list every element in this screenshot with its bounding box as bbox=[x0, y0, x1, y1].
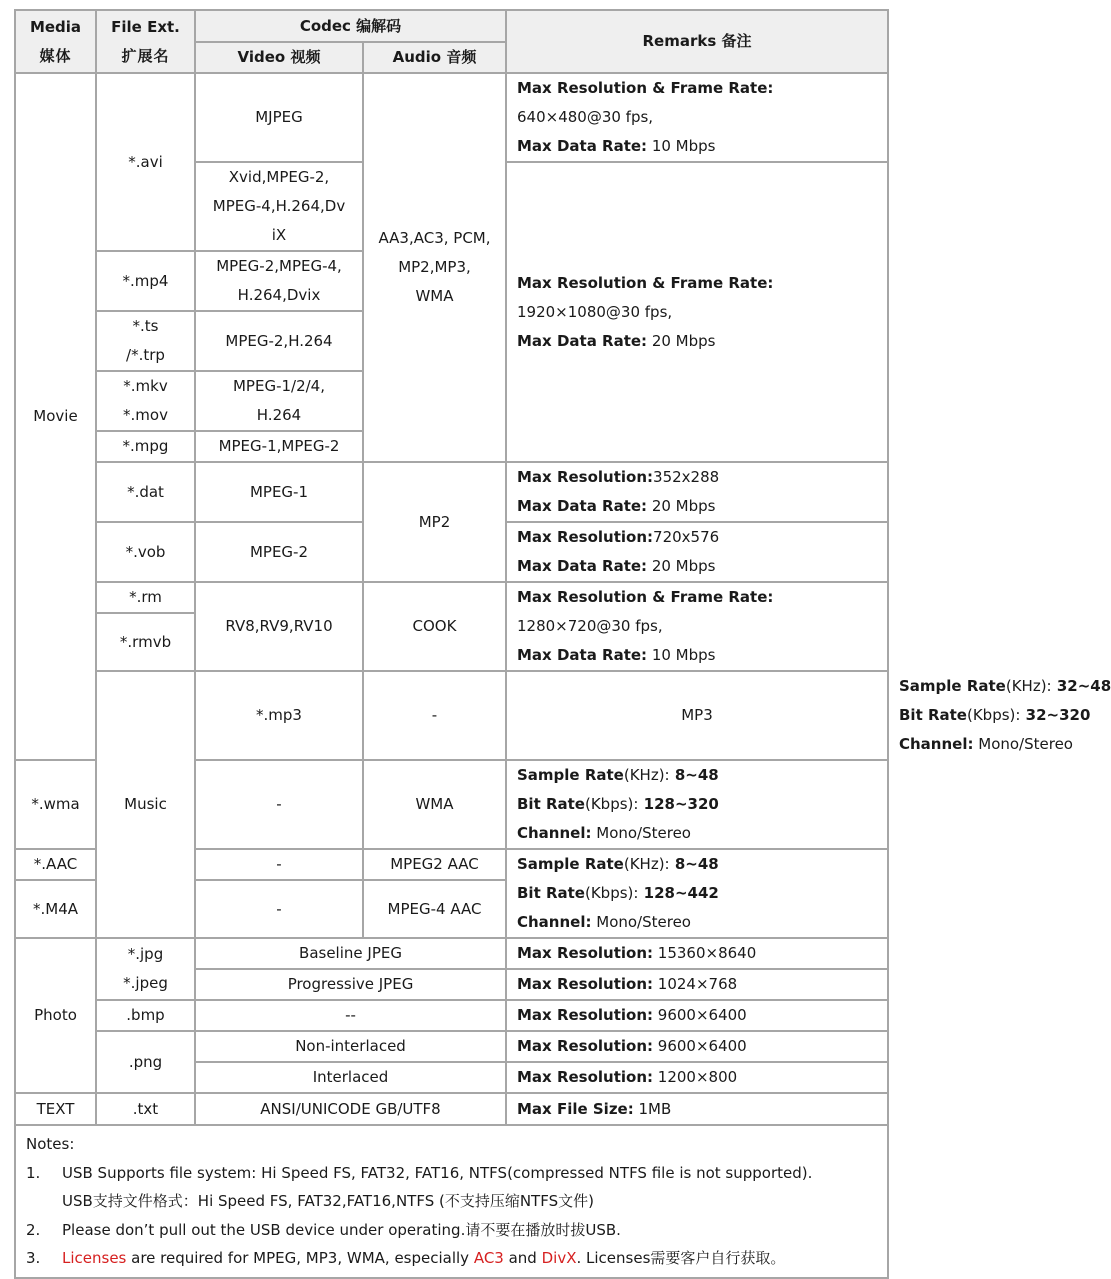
video-vob: MPEG-2 bbox=[195, 522, 363, 582]
remarks-rm: Max Resolution & Frame Rate: 1280×720@30 fps, Max Data Rate: 10 Mbps bbox=[506, 582, 888, 671]
remarks-jpg-baseline: Max Resolution: 15360×8640 bbox=[506, 938, 888, 969]
video-mp3: - bbox=[363, 671, 506, 760]
audio-wma: WMA bbox=[363, 760, 506, 849]
ext-png: .png bbox=[96, 1031, 195, 1093]
media-format-table: Media 媒体 File Ext. 扩展名 Codec 编解码 Remarks 备注 Video 视频 Audio 音频 Movie *.avi MJPEG AA3,AC3, PCM, MP2,MP3, WMA Max Resolution & Frame Rate: 640×480@30 fps, Max Data Rate: 10 Mbps Xvid,MPEG-2, MPEG-4,H.264,Dv iX Max Resolution & Frame Rate: 1920×1080@30 fps, Max Data Rate: 20 Mbps *.mp4 MPEG-2,MPEG-4, H.264,Dvix *.ts /*.trp MPEG-2,H.264 *.mkv *.mov MPEG-1/2/4, H.264 *.mpg MPEG-1,MPEG-2 *.dat MPEG-1 MP2 Max Resolution:352x288 Max Data Rate: 20 Mbps *.vob MPEG-2 Max Resolution:720x576 Max Data Rate: 20 Mbps *.rm RV8,RV9,RV10 COOK Max Resolution & Frame Rate: 1280×720@30 fps, Max Data Rate: 10 Mbps *.rmvb Music *.mp3 - MP3 Sample Rate(KHz): 32~48 Bit Rate(Kbps): 32~320 Channel: Mono/Stereo *.wma - WMA Sample Rate(KHz): 8~48 Bit Rate(Kbps): 128~320 Channel: Mono/Stereo *.AAC - MPEG2 AAC Sample Rate(KHz): 8~48 Bit Rate(Kbps): 128~442 Channel: Mono/Stereo *.M4A - MPEG-4 AAC Photo *.jpg *.jpeg Baseline JPEG Max Resolution: 15360×8640 Progressive JPEG Max Resolution: 1024×768 .bmp -- Max Resolution: 9600×6400 .png Non-interlaced Max Resolution: 9600×6400 Interlaced Max Resolution: 1200×800 TEXT .txt ANSI/UNICODE GB/UTF8 Max File Size: 1MB Notes: 1. USB Supports file system: Hi Speed FS, FAT32, FAT16, NTFS(compressed NTFS file is not supported). USB支持文件格式：Hi Speed FS, FAT32,FAT16,NTFS (不支持压缩NTFS文件) 2. Please don’t pull out the USB device under operating.请不要在播放时拔USB. 3. Licenses are required for MPEG, MP3, WMA, especially AC3 and DivX. Licenses需要客户自行获取。 bbox=[14, 9, 889, 1279]
media-music: Music bbox=[96, 671, 195, 938]
codec-png-interlaced: Interlaced bbox=[195, 1062, 506, 1093]
notes-section bbox=[15, 1125, 888, 1278]
codec-baseline-jpeg: Baseline JPEG bbox=[195, 938, 506, 969]
video-wma: - bbox=[195, 760, 363, 849]
audio-aac: MPEG2 AAC bbox=[363, 849, 506, 880]
video-rm: RV8,RV9,RV10 bbox=[195, 582, 363, 671]
ext-mp3: *.mp3 bbox=[195, 671, 363, 760]
note-1: 1. USB Supports file system: Hi Speed FS, FAT32, FAT16, NTFS(compressed NTFS file is not supported). bbox=[26, 1163, 813, 1182]
audio-movie: AA3,AC3, PCM, MP2,MP3, WMA bbox=[363, 73, 506, 462]
remarks-aac: Sample Rate(KHz): 8~48 Bit Rate(Kbps): 128~442 Channel: Mono/Stereo bbox=[506, 849, 888, 938]
audio-mp2: MP2 bbox=[363, 462, 506, 582]
ext-dat: *.dat bbox=[96, 462, 195, 522]
video-xvid: Xvid,MPEG-2, MPEG-4,H.264,Dv iX bbox=[195, 162, 363, 251]
notes-title: Notes: bbox=[26, 1135, 75, 1153]
video-mkv: MPEG-1/2/4, H.264 bbox=[195, 371, 363, 431]
audio-cook: COOK bbox=[363, 582, 506, 671]
remarks-vob: Max Resolution:720x576 Max Data Rate: 20 Mbps bbox=[506, 522, 888, 582]
remarks-jpg-progressive: Max Resolution: 1024×768 bbox=[506, 969, 888, 1000]
remarks-png-noninterlaced: Max Resolution: 9600×6400 bbox=[506, 1031, 888, 1062]
ext-jpg: *.jpg *.jpeg bbox=[96, 938, 195, 1000]
ext-avi: *.avi bbox=[96, 73, 195, 251]
header-file-ext: File Ext. 扩展名 bbox=[96, 10, 195, 73]
video-mp4: MPEG-2,MPEG-4, H.264,Dvix bbox=[195, 251, 363, 311]
remarks-wma: Sample Rate(KHz): 8~48 Bit Rate(Kbps): 128~320 Channel: Mono/Stereo bbox=[506, 760, 888, 849]
note-2: 2. Please don’t pull out the USB device under operating.请不要在播放时拔USB. bbox=[26, 1220, 621, 1239]
ext-m4a: *.M4A bbox=[15, 880, 96, 938]
ext-txt: .txt bbox=[96, 1093, 195, 1125]
audio-m4a: MPEG-4 AAC bbox=[363, 880, 506, 938]
media-text: TEXT bbox=[15, 1093, 96, 1125]
video-ts: MPEG-2,H.264 bbox=[195, 311, 363, 371]
ext-mkv: *.mkv *.mov bbox=[96, 371, 195, 431]
codec-png-noninterlaced: Non-interlaced bbox=[195, 1031, 506, 1062]
ext-vob: *.vob bbox=[96, 522, 195, 582]
ext-rmvb: *.rmvb bbox=[96, 613, 195, 671]
header-codec: Codec 编解码 bbox=[195, 10, 506, 42]
header-media: Media 媒体 bbox=[15, 10, 96, 73]
media-photo: Photo bbox=[15, 938, 96, 1093]
media-movie: Movie bbox=[15, 73, 96, 760]
codec-txt: ANSI/UNICODE GB/UTF8 bbox=[195, 1093, 506, 1125]
ext-wma: *.wma bbox=[15, 760, 96, 849]
ext-ts: *.ts /*.trp bbox=[96, 311, 195, 371]
ext-rm: *.rm bbox=[96, 582, 195, 613]
note-3: 3. Licenses are required for MPEG, MP3, WMA, especially AC3 and DivX. Licenses需要客户自行获取。 bbox=[26, 1249, 786, 1267]
remarks-png-interlaced: Max Resolution: 1200×800 bbox=[506, 1062, 888, 1093]
video-mpg: MPEG-1,MPEG-2 bbox=[195, 431, 363, 462]
video-mjpeg: MJPEG bbox=[195, 73, 363, 162]
header-remarks: Remarks 备注 bbox=[506, 10, 888, 73]
ext-bmp: .bmp bbox=[96, 1000, 195, 1031]
remarks-hd: Max Resolution & Frame Rate: 1920×1080@30 fps, Max Data Rate: 20 Mbps bbox=[506, 162, 888, 462]
header-video: Video 视频 bbox=[195, 42, 363, 73]
remarks-bmp: Max Resolution: 9600×6400 bbox=[506, 1000, 888, 1031]
video-aac: - bbox=[195, 849, 363, 880]
codec-bmp: -- bbox=[195, 1000, 506, 1031]
remarks-txt: Max File Size: 1MB bbox=[506, 1093, 888, 1125]
video-m4a: - bbox=[195, 880, 363, 938]
ext-aac: *.AAC bbox=[15, 849, 96, 880]
header-audio: Audio 音频 bbox=[363, 42, 506, 73]
remarks-mjpeg: Max Resolution & Frame Rate: 640×480@30 fps, Max Data Rate: 10 Mbps bbox=[506, 73, 888, 162]
codec-progressive-jpeg: Progressive JPEG bbox=[195, 969, 506, 1000]
audio-mp3: MP3 bbox=[506, 671, 888, 760]
ext-mp4: *.mp4 bbox=[96, 251, 195, 311]
remarks-dat: Max Resolution:352x288 Max Data Rate: 20 Mbps bbox=[506, 462, 888, 522]
note-1-cn: USB支持文件格式：Hi Speed FS, FAT32,FAT16,NTFS (不支持压缩NTFS文件) bbox=[62, 1192, 594, 1210]
ext-mpg: *.mpg bbox=[96, 431, 195, 462]
video-dat: MPEG-1 bbox=[195, 462, 363, 522]
